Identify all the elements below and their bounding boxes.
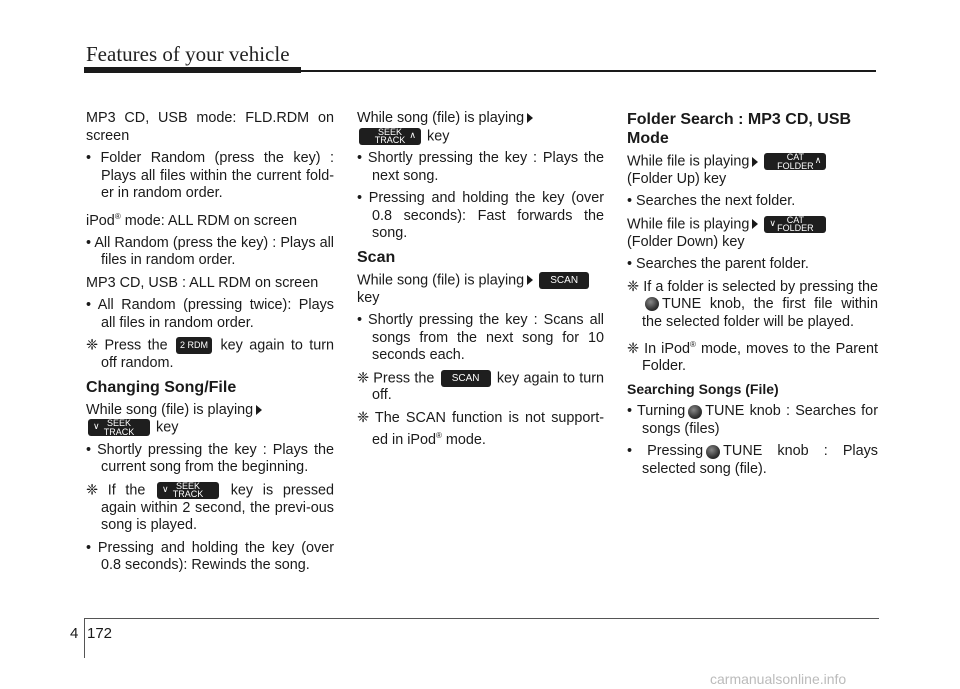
note-item [86, 337, 334, 372]
column-left [86, 110, 334, 580]
play-arrow-icon [527, 275, 533, 285]
seek-down-key-icon [157, 482, 219, 499]
note-item [627, 279, 878, 332]
text: mode: ALL RDM on screen [120, 212, 297, 229]
text: While file is playing [627, 216, 750, 233]
text: While song (file) is playing [357, 110, 525, 126]
bullet-item [627, 403, 878, 438]
paragraph: MP3 CD, USB : ALL RDM on screen [86, 274, 319, 291]
tune-knob-icon [706, 445, 720, 459]
text: ❈ The SCAN function is not support-ed in iPod [357, 409, 604, 449]
key-label: TRACK [172, 489, 204, 500]
paragraph [357, 110, 604, 145]
scan-key-icon: SCAN [539, 272, 589, 289]
play-arrow-icon [256, 405, 262, 415]
cat-folder-down-key-icon [764, 216, 826, 233]
tune-knob-icon [688, 405, 702, 419]
chevron-up-icon: ∧ [409, 129, 416, 140]
text: (Folder Up) key [627, 170, 727, 187]
seek-down-key-icon [88, 419, 150, 436]
text: While song (file) is playing [357, 272, 525, 289]
section-heading: Folder Search : MP3 CD, USB Mode [627, 111, 852, 147]
chapter-number: 4 [70, 625, 79, 642]
registered-mark: ® [690, 340, 696, 350]
chevron-down-icon: ∨ [162, 483, 169, 494]
bullet-item [627, 443, 878, 478]
note-item [357, 410, 604, 450]
paragraph [627, 216, 878, 251]
text: key [357, 289, 380, 306]
play-arrow-icon [527, 113, 533, 123]
registered-mark: ® [436, 431, 442, 441]
chevron-up-icon: ∧ [814, 155, 822, 165]
text: TUNE knob : Plays selected song (file). [642, 443, 879, 477]
bullet-item: • Pressing and holding the key (over 0.8 seconds): Rewinds the song. [86, 539, 334, 574]
registered-mark: ® [114, 211, 121, 221]
text: ❈ If a folder is selected by pressing the [627, 278, 878, 295]
cat-folder-up-key-icon [764, 153, 826, 170]
text: key again to turn off. [372, 369, 604, 404]
paragraph [86, 208, 334, 230]
text: key [156, 419, 179, 436]
key-label: SEEK [176, 480, 201, 491]
key-label: FOLDER [777, 160, 814, 171]
paragraph [357, 272, 604, 307]
key-label: CAT [786, 152, 805, 162]
scan-key-icon: SCAN [441, 370, 491, 387]
text: mode, moves to the Parent Folder. [642, 340, 879, 375]
bullet-item: • All Random (pressing twice): Plays all files in random order. [86, 297, 334, 331]
note-item [627, 336, 878, 376]
bullet-item: • Folder Random (press the key) : Plays all files within the current fold-er in random order. [86, 150, 334, 201]
text: key [427, 127, 450, 144]
text: ❈ Press the [357, 369, 435, 386]
bullet-item: • Searches the parent folder. [627, 256, 809, 273]
text: key again to turn off random. [101, 337, 335, 372]
footer-rule [84, 618, 879, 619]
text: ❈ Press the [86, 337, 168, 354]
key-label: TRACK [374, 135, 406, 145]
bullet-item: • Shortly pressing the key : Scans all songs from the next song for 10 seconds each. [357, 312, 604, 364]
header-bar [84, 67, 301, 73]
section-heading: Changing Song/File [86, 378, 237, 396]
bullet-item: • Shortly pressing the key : Plays the next song. [357, 150, 604, 184]
subsection-heading: Searching Songs (File) [627, 380, 779, 397]
paragraph [627, 153, 878, 188]
text: ❈ If the [86, 482, 146, 499]
text: (Folder Down) key [627, 233, 745, 250]
seek-up-key-icon [359, 128, 421, 145]
watermark: carmanualsonline.info [710, 671, 847, 687]
play-arrow-icon [752, 157, 758, 167]
text: TUNE knob : Searches for songs (files) [642, 403, 878, 437]
bullet-item: • Shortly pressing the key : Plays the current song from the beginning. [86, 441, 334, 476]
page-number: 172 [87, 625, 113, 642]
key-label: TRACK [103, 426, 135, 437]
section-heading: Scan [357, 248, 396, 266]
key-label: SEEK [106, 418, 131, 429]
key-label: CAT [786, 214, 805, 225]
key-label: SEEK [377, 126, 402, 137]
tune-knob-icon [645, 297, 659, 311]
bullet-item: • Searches the next folder. [627, 193, 796, 210]
page-header-title: Features of your vehicle [86, 42, 290, 66]
text: While song (file) is playing [86, 401, 254, 418]
rdm-key-icon: 2 RDM [176, 337, 212, 354]
key-label: FOLDER [777, 223, 814, 234]
text: While file is playing [627, 153, 750, 170]
note-item [357, 370, 604, 405]
chevron-down-icon: ∨ [93, 421, 100, 432]
paragraph: MP3 CD, USB mode: FLD.RDM on screen [86, 110, 334, 144]
text: iPod [86, 212, 115, 229]
bullet-item: • Pressing and holding the key (over 0.8 seconds): Fast forwards the song. [357, 190, 604, 242]
paragraph [86, 402, 334, 437]
column-right [627, 110, 878, 483]
chevron-down-icon: ∨ [769, 217, 776, 228]
bullet-item: • All Random (press the key) : Plays all files in random order. [86, 234, 334, 269]
text: • Pressing [627, 443, 704, 460]
text: key is pressed again within 2 second, the previ-ous song is played. [101, 482, 335, 534]
note-item [86, 482, 334, 535]
play-arrow-icon [752, 219, 758, 229]
header-rule [301, 70, 876, 72]
text: TUNE knob, the first file within the selected folder will be played. [642, 296, 878, 330]
footer-divider [84, 618, 85, 658]
column-middle [357, 110, 604, 455]
text: mode. [441, 432, 486, 449]
text: • Turning [627, 403, 686, 420]
text: ❈ In iPod [627, 340, 690, 357]
